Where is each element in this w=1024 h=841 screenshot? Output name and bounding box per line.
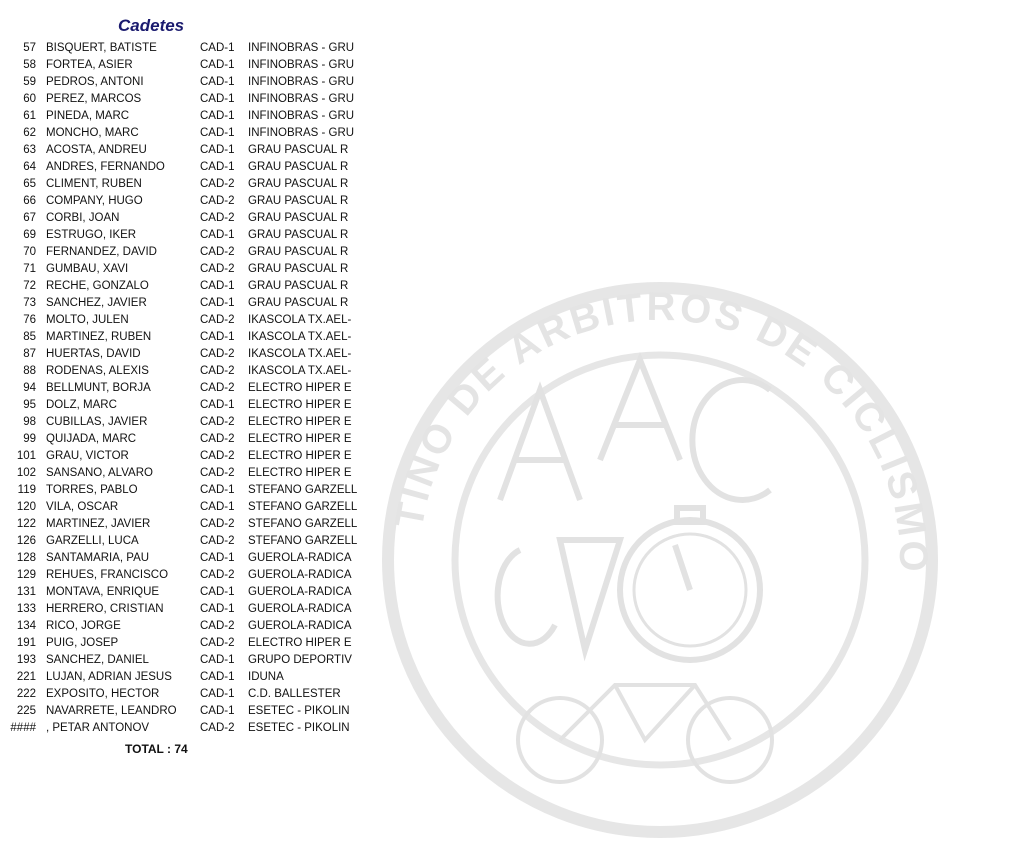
rider-num: 72 — [23, 280, 36, 292]
rider-name: CORBI, JOAN — [46, 212, 120, 224]
table-row — [0, 295, 380, 312]
table-row — [0, 414, 380, 431]
rider-name: TORRES, PABLO — [46, 484, 138, 496]
rider-team: GUEROLA-RADICA — [248, 603, 352, 615]
rider-cat: CAD-2 — [200, 450, 235, 462]
rider-cat: CAD-1 — [200, 688, 235, 700]
rider-name: MOLTO, JULEN — [46, 314, 129, 326]
rider-num: 64 — [23, 161, 36, 173]
table-row — [0, 329, 380, 346]
rider-team: C.D. BALLESTER — [248, 688, 341, 700]
rider-num: 225 — [16, 705, 36, 717]
table-row — [0, 74, 380, 91]
rider-team: GRAU PASCUAL R — [248, 263, 349, 275]
rider-num: 99 — [23, 433, 36, 445]
rider-name: COMPANY, HUGO — [46, 195, 143, 207]
rider-cat: CAD-1 — [200, 110, 235, 122]
rider-team: ESETEC - PIKOLIN — [248, 722, 350, 734]
rider-num: 222 — [16, 688, 36, 700]
rider-team: INFINOBRAS - GRU — [248, 76, 355, 88]
rider-cat: CAD-2 — [200, 416, 235, 428]
rider-team: GUEROLA-RADICA — [248, 552, 352, 564]
rider-cat: CAD-1 — [200, 161, 235, 173]
rider-num: 95 — [23, 399, 36, 411]
rider-cat: CAD-1 — [200, 331, 235, 343]
rider-team: INFINOBRAS - GRU — [248, 59, 355, 71]
rider-name: BISQUERT, BATISTE — [46, 42, 157, 54]
rider-team: INFINOBRAS - GRU — [248, 42, 355, 54]
table-row — [0, 261, 380, 278]
page-title: Cadetes — [118, 16, 185, 35]
rider-team: STEFANO GARZELL — [248, 484, 358, 496]
rider-num: 193 — [16, 654, 36, 666]
table-row — [0, 618, 380, 635]
rider-name: CUBILLAS, JAVIER — [46, 416, 148, 428]
rider-name: SANCHEZ, JAVIER — [46, 297, 147, 309]
rider-num: 101 — [16, 450, 36, 462]
table-row — [0, 244, 380, 261]
rider-name: QUIJADA, MARC — [46, 433, 137, 445]
rider-name: HERRERO, CRISTIAN — [46, 603, 164, 615]
rider-cat: CAD-1 — [200, 144, 235, 156]
rider-team: GRAU PASCUAL R — [248, 297, 349, 309]
table-row — [0, 482, 380, 499]
rider-cat: CAD-2 — [200, 348, 235, 360]
rider-name: HUERTAS, DAVID — [46, 348, 141, 360]
rider-name: RODENAS, ALEXIS — [46, 365, 149, 377]
rider-team: GRAU PASCUAL R — [248, 195, 349, 207]
rider-name: MARTINEZ, RUBEN — [46, 331, 152, 343]
rider-name: PINEDA, MARC — [46, 110, 130, 122]
rider-name: SANCHEZ, DANIEL — [46, 654, 149, 666]
rider-name: EXPOSITO, HECTOR — [46, 688, 160, 700]
rider-num: 71 — [23, 263, 36, 275]
rider-cat: CAD-1 — [200, 484, 235, 496]
rider-team: ELECTRO HIPER E — [248, 637, 352, 649]
rider-num: 88 — [23, 365, 36, 377]
rider-team: GRAU PASCUAL R — [248, 229, 349, 241]
rider-name: MONCHO, MARC — [46, 127, 139, 139]
rider-num: 76 — [23, 314, 36, 326]
rider-cat: CAD-2 — [200, 569, 235, 581]
rider-num: 69 — [23, 229, 36, 241]
table-row — [0, 686, 380, 703]
table-row — [0, 40, 380, 57]
rider-name: , PETAR ANTONOV — [46, 722, 150, 734]
rider-cat: CAD-1 — [200, 654, 235, 666]
rider-num: 73 — [23, 297, 36, 309]
rider-cat: CAD-1 — [200, 127, 235, 139]
table-row — [0, 193, 380, 210]
rider-list — [0, 40, 380, 737]
table-row — [0, 601, 380, 618]
rider-name: ESTRUGO, IKER — [46, 229, 137, 241]
rider-num: 58 — [23, 59, 36, 71]
table-row — [0, 57, 380, 74]
rider-cat: CAD-1 — [200, 59, 235, 71]
rider-num: 133 — [16, 603, 36, 615]
table-row — [0, 431, 380, 448]
table-row — [0, 550, 380, 567]
rider-team: IDUNA — [248, 671, 284, 683]
rider-name: PEDROS, ANTONI — [46, 76, 144, 88]
rider-name: GARZELLI, LUCA — [46, 535, 139, 547]
table-row — [0, 703, 380, 720]
rider-num: 94 — [23, 382, 36, 394]
rider-cat: CAD-2 — [200, 433, 235, 445]
rider-cat: CAD-1 — [200, 297, 235, 309]
rider-num: 191 — [16, 637, 36, 649]
rider-cat: CAD-1 — [200, 552, 235, 564]
rider-cat: CAD-1 — [200, 229, 235, 241]
rider-cat: CAD-1 — [200, 586, 235, 598]
rider-num: 128 — [16, 552, 36, 564]
rider-name: FORTEA, ASIER — [46, 59, 133, 71]
table-row — [0, 312, 380, 329]
rider-cat: CAD-1 — [200, 501, 235, 513]
rider-team: IKASCOLA TX.AEL- — [248, 348, 352, 360]
rider-team: GRAU PASCUAL R — [248, 178, 349, 190]
rider-team: IKASCOLA TX.AEL- — [248, 365, 352, 377]
rider-num: 134 — [16, 620, 36, 632]
table-row — [0, 516, 380, 533]
table-row — [0, 448, 380, 465]
rider-cat: CAD-1 — [200, 42, 235, 54]
rider-cat: CAD-1 — [200, 603, 235, 615]
rider-cat: CAD-1 — [200, 93, 235, 105]
rider-team: ELECTRO HIPER E — [248, 450, 352, 462]
rider-cat: CAD-2 — [200, 467, 235, 479]
rider-name: REHUES, FRANCISCO — [46, 569, 169, 581]
rider-team: STEFANO GARZELL — [248, 518, 358, 530]
rider-team: ELECTRO HIPER E — [248, 416, 352, 428]
rider-name: NAVARRETE, LEANDRO — [46, 705, 177, 717]
table-row — [0, 533, 380, 550]
rider-team: GRAU PASCUAL R — [248, 212, 349, 224]
rider-num: 57 — [23, 42, 36, 54]
rider-team: GUEROLA-RADICA — [248, 620, 352, 632]
rider-team: ELECTRO HIPER E — [248, 467, 352, 479]
rider-num: 62 — [23, 127, 36, 139]
rider-cat: CAD-1 — [200, 705, 235, 717]
rider-name: GRAU, VICTOR — [46, 450, 129, 462]
rider-name: CLIMENT, RUBEN — [46, 178, 142, 190]
rider-team: ELECTRO HIPER E — [248, 399, 352, 411]
rider-team: ELECTRO HIPER E — [248, 382, 352, 394]
rider-team: GRUPO DEPORTIV — [248, 654, 352, 666]
rider-team: GUEROLA-RADICA — [248, 569, 352, 581]
rider-num: 98 — [23, 416, 36, 428]
rider-num: #### — [10, 722, 36, 734]
table-row — [0, 346, 380, 363]
rider-cat: CAD-2 — [200, 246, 235, 258]
table-row — [0, 465, 380, 482]
rider-cat: CAD-1 — [200, 76, 235, 88]
rider-name: BELLMUNT, BORJA — [46, 382, 151, 394]
rider-num: 65 — [23, 178, 36, 190]
table-row — [0, 499, 380, 516]
rider-name: SANSANO, ALVARO — [46, 467, 153, 479]
table-row — [0, 635, 380, 652]
rider-name: GUMBAU, XAVI — [46, 263, 129, 275]
table-row — [0, 91, 380, 108]
rider-cat: CAD-2 — [200, 382, 235, 394]
rider-team: IKASCOLA TX.AEL- — [248, 314, 352, 326]
table-row — [0, 125, 380, 142]
rider-num: 70 — [23, 246, 36, 258]
rider-num: 61 — [23, 110, 36, 122]
rider-name: PUIG, JOSEP — [46, 637, 119, 649]
rider-cat: CAD-1 — [200, 671, 235, 683]
rider-team: INFINOBRAS - GRU — [248, 127, 355, 139]
rider-num: 66 — [23, 195, 36, 207]
rider-team: STEFANO GARZELL — [248, 535, 358, 547]
rider-cat: CAD-2 — [200, 518, 235, 530]
rider-num: 67 — [23, 212, 36, 224]
svg-text:TINO DE ARBITROS DE CICLISMO: TINO DE ARBITROS DE CICLISMO — [387, 284, 936, 575]
table-row — [0, 584, 380, 601]
rider-num: 129 — [16, 569, 36, 581]
table-row — [0, 142, 380, 159]
rider-name: DOLZ, MARC — [46, 399, 117, 411]
table-row — [0, 363, 380, 380]
rider-cat: CAD-2 — [200, 637, 235, 649]
rider-name: MONTAVA, ENRIQUE — [46, 586, 160, 598]
table-row — [0, 397, 380, 414]
rider-num: 119 — [17, 484, 36, 496]
rider-team: ESETEC - PIKOLIN — [248, 705, 350, 717]
rider-team: GUEROLA-RADICA — [248, 586, 352, 598]
table-row — [0, 652, 380, 669]
rider-team: ELECTRO HIPER E — [248, 433, 352, 445]
rider-num: 60 — [23, 93, 36, 105]
rider-cat: CAD-2 — [200, 535, 235, 547]
rider-name: RECHE, GONZALO — [46, 280, 149, 292]
rider-name: VILA, OSCAR — [46, 501, 119, 513]
rider-name: RICO, JORGE — [46, 620, 121, 632]
rider-num: 122 — [16, 518, 36, 530]
rider-team: GRAU PASCUAL R — [248, 144, 349, 156]
table-row — [0, 720, 380, 737]
rider-cat: CAD-1 — [200, 399, 235, 411]
rider-num: 126 — [16, 535, 36, 547]
table-row — [0, 669, 380, 686]
rider-team: GRAU PASCUAL R — [248, 246, 349, 258]
rider-num: 87 — [23, 348, 36, 360]
table-row — [0, 567, 380, 584]
table-row — [0, 108, 380, 125]
total-count: TOTAL : 74 — [125, 742, 188, 756]
rider-team: INFINOBRAS - GRU — [248, 93, 355, 105]
rider-num: 131 — [16, 586, 36, 598]
rider-team: GRAU PASCUAL R — [248, 161, 349, 173]
table-row — [0, 380, 380, 397]
rider-num: 221 — [16, 671, 36, 683]
table-row — [0, 278, 380, 295]
rider-name: LUJAN, ADRIAN JESUS — [46, 671, 172, 683]
rider-num: 120 — [16, 501, 36, 513]
rider-cat: CAD-2 — [200, 212, 235, 224]
rider-cat: CAD-1 — [200, 280, 235, 292]
rider-cat: CAD-2 — [200, 314, 235, 326]
rider-cat: CAD-2 — [200, 620, 235, 632]
table-row — [0, 159, 380, 176]
rider-cat: CAD-2 — [200, 195, 235, 207]
table-row — [0, 176, 380, 193]
rider-name: FERNANDEZ, DAVID — [46, 246, 157, 258]
rider-name: MARTINEZ, JAVIER — [46, 518, 151, 530]
table-row — [0, 227, 380, 244]
rider-cat: CAD-2 — [200, 178, 235, 190]
rider-num: 102 — [16, 467, 36, 479]
rider-num: 85 — [23, 331, 36, 343]
rider-name: SANTAMARIA, PAU — [46, 552, 150, 564]
rider-team: STEFANO GARZELL — [248, 501, 358, 513]
rider-team: GRAU PASCUAL R — [248, 280, 349, 292]
rider-cat: CAD-2 — [200, 365, 235, 377]
rider-name: ACOSTA, ANDREU — [46, 144, 147, 156]
rider-num: 59 — [23, 76, 36, 88]
rider-cat: CAD-2 — [200, 263, 235, 275]
rider-team: INFINOBRAS - GRU — [248, 110, 355, 122]
rider-team: IKASCOLA TX.AEL- — [248, 331, 352, 343]
rider-name: ANDRES, FERNANDO — [46, 161, 165, 173]
rider-name: PEREZ, MARCOS — [46, 93, 142, 105]
rider-cat: CAD-2 — [200, 722, 235, 734]
table-row — [0, 210, 380, 227]
rider-num: 63 — [23, 144, 36, 156]
